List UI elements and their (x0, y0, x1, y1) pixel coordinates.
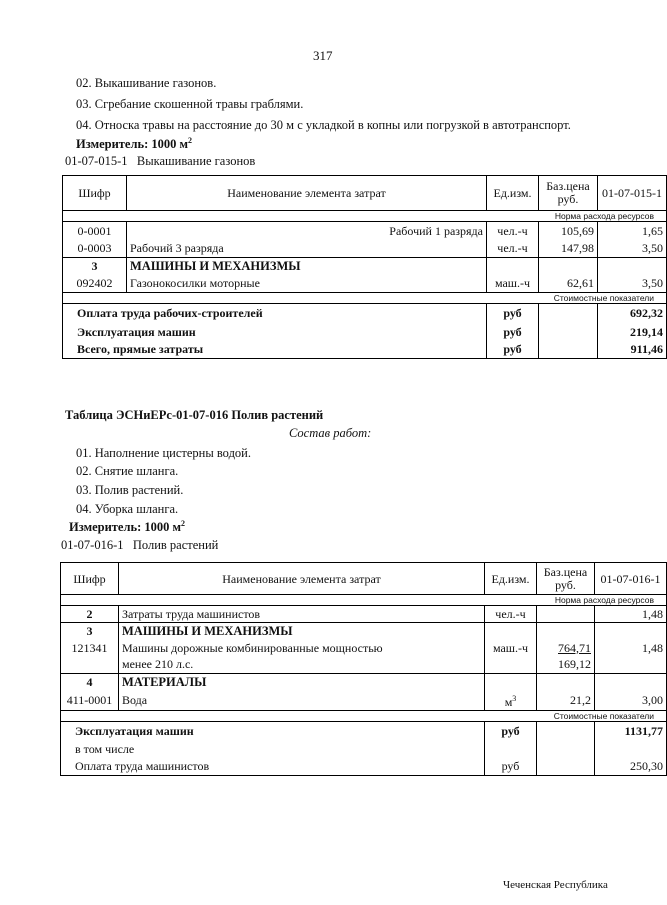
table-row-value: 1,48 (595, 640, 667, 674)
table-row-unit: маш.-ч (487, 275, 539, 293)
work-item-2: 02. Снятие шланга. (76, 464, 179, 478)
col-norm-header: 01-07-015-1 (598, 176, 667, 211)
total-row-value: 219,14 (598, 323, 667, 341)
table-row-value: 3,50 (598, 275, 667, 293)
work-item-4: 04. Уборка шланга. (76, 502, 179, 516)
intro-item-3: 04. Относка травы на расстояние до 30 м с укладкой в копны или погрузкой в автотранспорт. (76, 118, 571, 132)
section-code: 3 (61, 623, 119, 640)
section-code: 3 (63, 258, 127, 275)
col-unit-header: Ед.изм. (487, 176, 539, 211)
total-row-name: Всего, прямые затраты (63, 341, 487, 359)
total-row-value (595, 740, 667, 757)
table-2-title: Таблица ЭСНиЕРс-01-07-016 Полив растений (65, 408, 324, 422)
table-row-unit: чел.-ч (487, 222, 539, 240)
total-row-value: 911,46 (598, 341, 667, 359)
table-row-name: Вода (119, 691, 485, 711)
table-row-unit: маш.-ч (485, 640, 537, 674)
table-row-value: 1,65 (598, 222, 667, 240)
work-caption: Состав работ: (289, 426, 372, 440)
section-code: 2 (61, 606, 119, 623)
table-row-unit: чел.-ч (485, 606, 537, 623)
total-row-name: Оплата труда рабочих-строителей (63, 304, 487, 323)
resource-table-2 (60, 562, 667, 776)
table-row-name: Затраты труда машинистов (119, 606, 485, 623)
subheading-1: 01-07-015-1 Выкашивание газонов (65, 154, 256, 168)
table-row-code: 0-0003 (63, 240, 127, 258)
total-row-unit (485, 740, 537, 757)
table-row-value: 1,48 (595, 606, 667, 623)
norm-caption: Норма расхода ресурсов (63, 211, 667, 222)
table-row-unit: $м^3$ (485, 691, 537, 711)
table-row-price: 764,71 169,12 (537, 640, 595, 674)
total-row-unit: руб (485, 757, 537, 775)
cost-caption: Стоимостные показатели (61, 710, 667, 721)
table-row-code: 121341 (61, 640, 119, 674)
total-row-unit: руб (487, 323, 539, 341)
section-code: 4 (61, 674, 119, 691)
total-row-name: Оплата труда машинистов (61, 757, 485, 775)
meter-2: Измеритель: 1000 $м^2$ (69, 519, 186, 535)
total-row-value: 1131,77 (595, 721, 667, 740)
total-row-unit: руб (485, 721, 537, 740)
col-name-header: Наименование элемента затрат (127, 176, 487, 211)
table-row-name: Рабочий 3 разряда (127, 240, 487, 258)
footer-region: Чеченская Республика (503, 879, 608, 891)
work-item-3: 03. Полив растений. (76, 483, 184, 497)
table-row-price: 147,98 (539, 240, 598, 258)
section-title: МАШИНЫ И МЕХАНИЗМЫ (119, 623, 485, 640)
table-row-name: Машины дорожные комбинированные мощностью менее 210 л.с. (119, 640, 485, 674)
col-price-header: Баз.цена руб. (537, 563, 595, 595)
table-row-name: Рабочий 1 разряда (127, 222, 487, 240)
cost-caption: Стоимостные показатели (63, 293, 667, 304)
col-code-header: Шифр (63, 176, 127, 211)
table-row-price: 105,69 (539, 222, 598, 240)
meter-1: Измеритель: 1000 $м^2$ (76, 136, 193, 152)
total-row-unit: руб (487, 341, 539, 359)
section-title: МАТЕРИАЛЫ (119, 674, 485, 691)
table-row-code: 092402 (63, 275, 127, 293)
table-row-code: 0-0001 (63, 222, 127, 240)
subheading-2: 01-07-016-1 Полив растений (61, 538, 219, 552)
col-unit-header: Ед.изм. (485, 563, 537, 595)
resource-table-1 (62, 175, 667, 359)
total-row-value: 692,32 (598, 304, 667, 323)
total-row-name: Эксплуатация машин (63, 323, 487, 341)
total-row-name: Эксплуатация машин (61, 721, 485, 740)
intro-item-2: 03. Сгребание скошенной травы граблями. (76, 97, 304, 111)
section-title: МАШИНЫ И МЕХАНИЗМЫ (127, 258, 487, 275)
table-row-price: 21,2 (537, 691, 595, 711)
table-row-value: 3,50 (598, 240, 667, 258)
table-row-name: Газонокосилки моторные (127, 275, 487, 293)
col-norm-header: 01-07-016-1 (595, 563, 667, 595)
total-row-name: в том числе (61, 740, 485, 757)
intro-item-1: 02. Выкашивание газонов. (76, 76, 217, 90)
table-row-unit: чел.-ч (487, 240, 539, 258)
col-price-header: Баз.цена руб. (539, 176, 598, 211)
table-row-price: 62,61 (539, 275, 598, 293)
table-row-code: 411-0001 (61, 691, 119, 711)
col-name-header: Наименование элемента затрат (119, 563, 485, 595)
norm-caption: Норма расхода ресурсов (61, 595, 667, 606)
col-code-header: Шифр (61, 563, 119, 595)
total-row-unit: руб (487, 304, 539, 323)
page-number: 317 (313, 48, 333, 63)
work-item-1: 01. Наполнение цистерны водой. (76, 446, 251, 460)
table-row-value: 3,00 (595, 691, 667, 711)
total-row-value: 250,30 (595, 757, 667, 775)
